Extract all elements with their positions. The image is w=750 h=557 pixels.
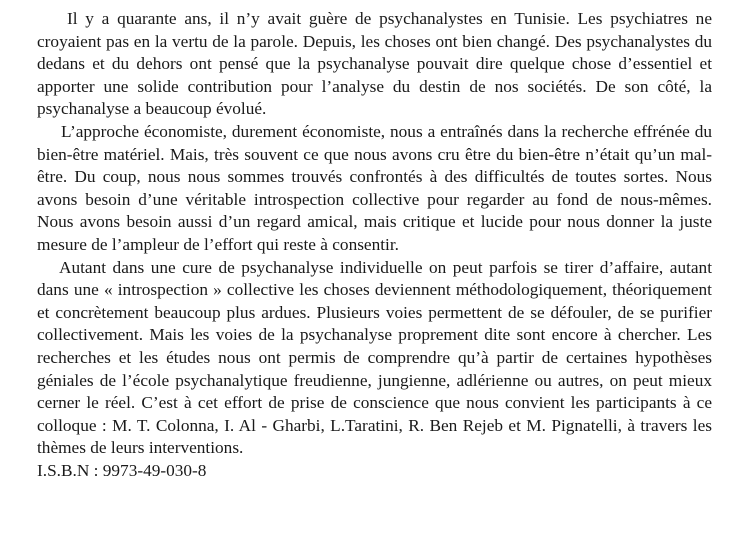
paragraph-2: L’approche économiste, durement économiste, nous a entraînés dans la recherche effrénée du bien-être matériel. Mais, très souvent ce que nous avons cru être du bien-être n’était qu’un mal-être. Du coup, nous nous sommes trouvés confrontés à des difficultés de toutes sortes. Nous avons besoin d’une véritable introspection collective pour regarder au fond de nous-mêmes. Nous avons besoin aussi d’un regard amical, mais critique et lucide pour nous donner la juste mesure de l’ampleur de l’effort qui reste à consentir. xyxy=(37,121,712,254)
paragraph-1: Il y a quarante ans, il n’y avait guère de psychanalystes en Tunisie. Les psychiatres ne croyaient pas en la vertu de la parole. Depuis, les choses ont bien changé. Des psychanalystes du dedans et du dehors ont pensé que la psychanalyse pouvait dire quelque chose d’essentiel et apporter une solide contribution pour l’analyse du destin de nos sociétés. De son côté, la psychanalyse a beaucoup évolué. xyxy=(37,9,712,119)
document-page xyxy=(37,8,712,482)
isbn-line: I.S.B.N : 9973-49-030-8 xyxy=(37,460,207,480)
paragraph-3: Autant dans une cure de psychanalyse individuelle on peut parfois se tirer d’affaire, autant dans une « introspection » collective les choses deviennent méthodologiquement, théoriquement et concrètement beaucoup plus ardues. Plusieurs voies permettent de se défouler, de se purifier collectivement. Mais les voies de la psychanalyse proprement dite sont encore à chercher. Les recherches et les études nous ont permis de comprendre qu’à partir de certaines hypothèses géniales de l’école psychanalytique freudienne, jungienne, adlérienne ou autres, on peut mieux cerner le réel. C’est à cet effort de prise de conscience que nous convient les participants à ce colloque : M. T. Colonna, I. Al - Gharbi, L.Taratini, R. Ben Rejeb et M. Pignatelli, à travers les thèmes de leurs interventions. xyxy=(37,257,712,458)
